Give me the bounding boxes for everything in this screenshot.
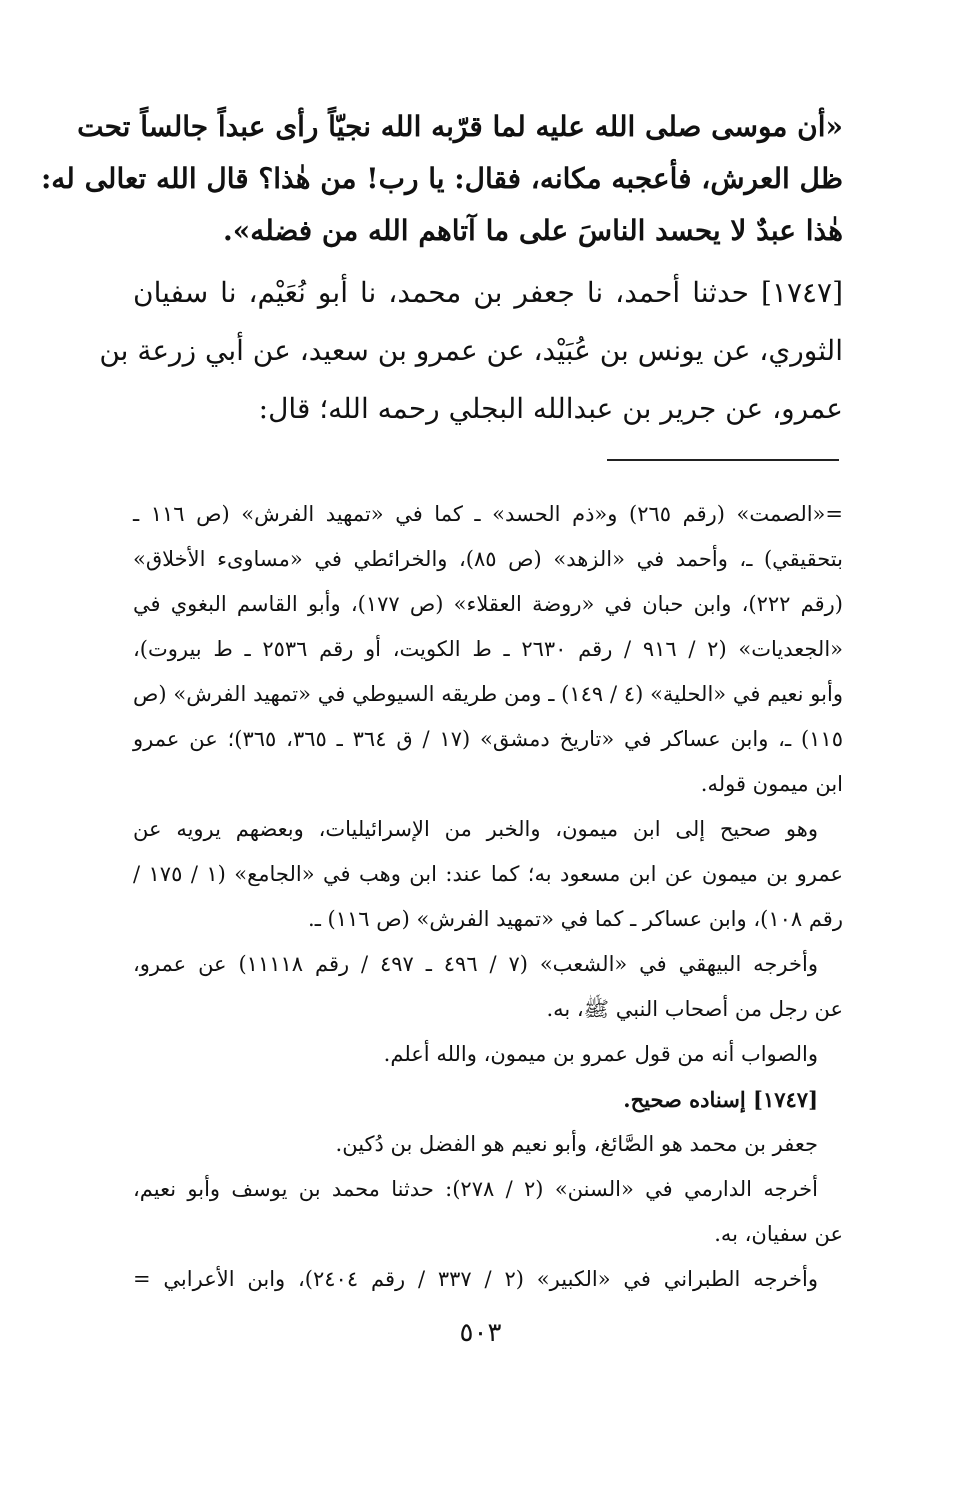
footnote-line: عن رجل من أصحاب النبي ﷺ، به. (546, 997, 843, 1021)
main-text-line: عمرو، عن جرير بن عبدالله البجلي رحمه الله؛ قال: (258, 392, 843, 425)
footnote-line: بتحقيقي) ـ، وأحمد في «الزهد» (ص ٨٥)، والخرائطي في «مساوىء الأخلاق» (133, 547, 843, 571)
footnote-line: أخرجه الدارمي في «السنن» (٢ / ٢٧٨): حدثنا محمد بن يوسف وأبو نعيم، (133, 1177, 818, 1201)
footnote-line: رقم ١٠٨)، وابن عساكر ـ كما في «تمهيد الفرش» (ص ١١٦) ـ. (308, 907, 843, 931)
footnote-line: وأبو نعيم في «الحلية» (٤ / ١٤٩) ـ ومن طريقه السيوطي في «تمهيد الفرش» (ص (133, 682, 843, 706)
main-text-line: ظل العرش، فأعجبه مكانه، فقال: يا رب! من هٰذا؟ قال الله تعالى له: (40, 162, 843, 195)
main-text-line: [١٧٤٧] حدثنا أحمد، نا جعفر بن محمد، نا أبو نُعَيْم، نا سفيان (133, 276, 843, 309)
main-text-line: «أن موسى صلى الله عليه لما قرّبه الله نجيّاً رأى عبداً جالساً تحت (77, 110, 843, 143)
footnote-line: ١١٥) ـ، وابن عساكر في «تاريخ دمشق» (١٧ / ق ٣٦٤ ـ ٣٦٥، ٣٦٥)؛ عن عمرو (133, 727, 843, 751)
footnote-line: عن سفيان، به. (714, 1222, 843, 1246)
page-number: ٥٠٣ (459, 1318, 502, 1348)
footnote-line: عمرو بن ميمون عن ابن مسعود به؛ كما عند: ابن وهب في «الجامع» (١ / ١٧٥ / (133, 862, 843, 886)
footnote-line: (رقم ٢٢٢)، وابن حبان في «روضة العقلاء» (ص ١٧٧)، وأبو القاسم البغوي في (133, 592, 843, 616)
main-text-line: الثوري، عن يونس بن عُبَيْد، عن عمرو بن سعيد، عن أبي زرعة بن (99, 334, 843, 367)
footnote-line: ابن ميمون قوله. (700, 772, 843, 796)
footnote-line: والصواب أنه من قول عمرو بن ميمون، والله أعلم. (383, 1042, 818, 1066)
footnote-line: وهو صحيح إلى ابن ميمون، والخبر من الإسرائيليات، وبعضهم يرويه عن (133, 817, 818, 841)
footnote-line: «الجعديات» (٢ / ٩١٦ / رقم ٢٦٣٠ ـ ط الكويت، أو رقم ٢٥٣٦ ـ ط بيروت)، (133, 637, 844, 661)
footnote-separator (607, 459, 839, 461)
footnote-line: وأخرجه البيهقي في «الشعب» (٧ / ٤٩٦ ـ ٤٩٧ / رقم ١١١١٨) عن عمرو، (133, 952, 818, 976)
footnote-line: =«الصمت» (رقم ٢٦٥) و«ذم الحسد» ـ كما في «تمهيد الفرش» (ص ١١٦ ـ (133, 502, 844, 526)
footnote-line: [١٧٤٧] إسناده صحيح. (623, 1087, 818, 1112)
footnote-line: جعفر بن محمد هو الصَّائغ، وأبو نعيم هو الفضل بن دُكين. (335, 1132, 818, 1156)
footnote-line: وأخرجه الطبراني في «الكبير» (٢ / ٣٣٧ / رقم ٢٤٠٤)، وابن الأعرابي = (133, 1267, 818, 1291)
main-text-line: هٰذا عبدٌ لا يحسد الناسَ على ما آتاهم الله من فضله». (222, 214, 843, 247)
